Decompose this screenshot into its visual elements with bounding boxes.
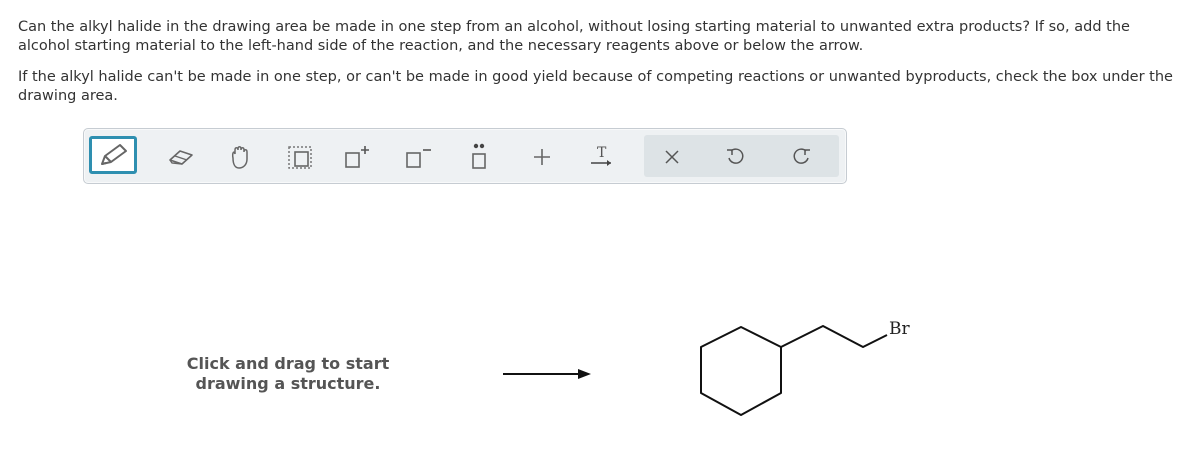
alkyl-halide-structure[interactable] [701,326,887,415]
drawing-area-hint: Click and drag to start drawing a structure. [186,354,390,393]
ethyl-chain [781,326,887,347]
svg-text:T: T [597,145,607,161]
reaction-arrow[interactable] [503,369,591,379]
bromine-label: Br [889,319,910,339]
question-paragraph-1: Can the alkyl halide in the drawing area be made in one step from an alcohol, without losing starting material to unwanted extra products? If so, add the alcohol starting material to the left-hand side of the reaction, and the necessary reagents above or below the arrow. [18,19,1130,54]
question-paragraph-2: If the alkyl halide can't be made in one step, or can't be made in good yield because of competing reactions or unwanted byproducts, check the box under the drawing area. [18,69,1173,104]
cyclohexane-ring [701,327,781,415]
